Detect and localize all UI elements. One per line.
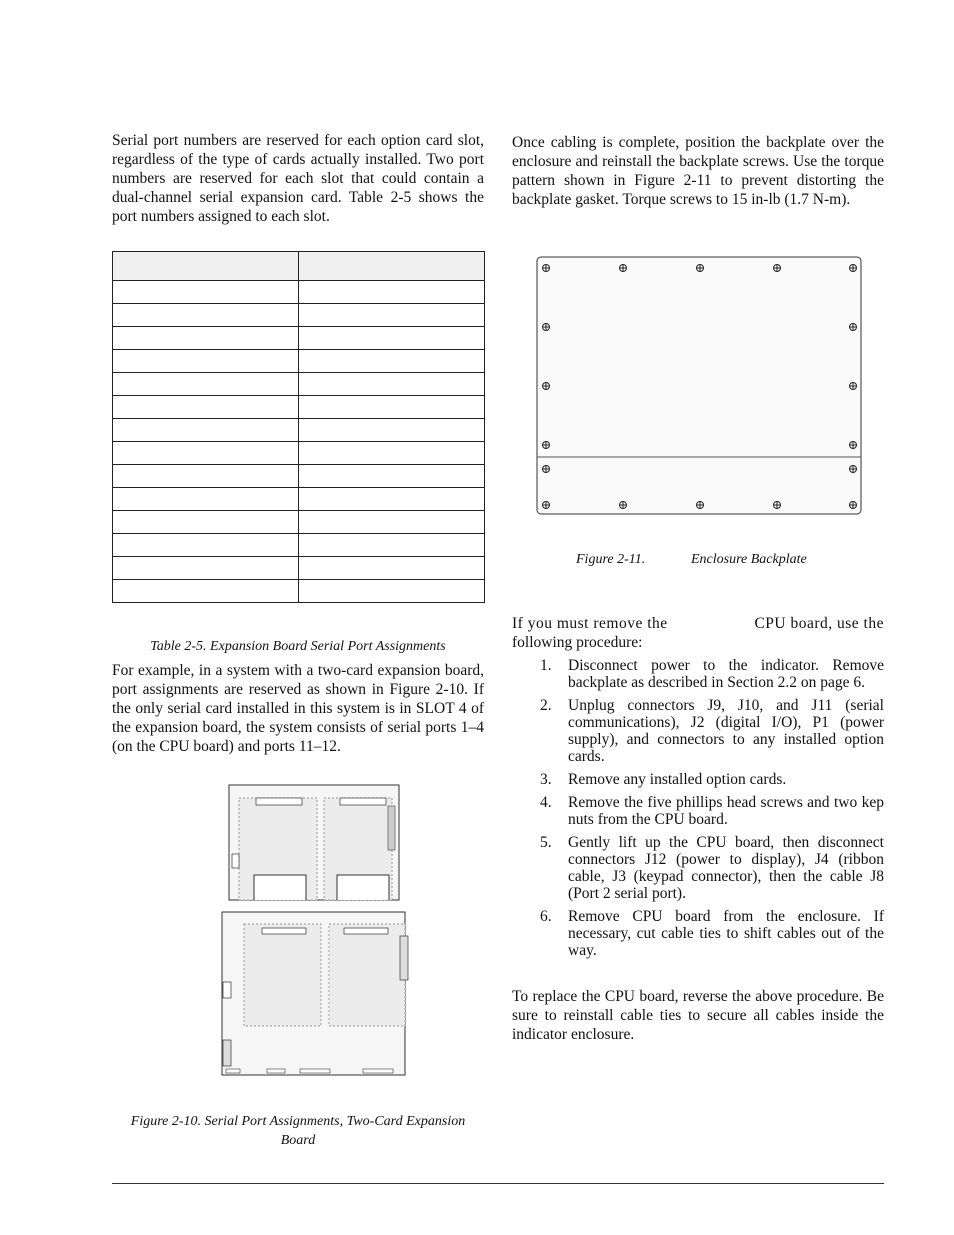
table-cell [113, 488, 299, 511]
table-cell [113, 396, 299, 419]
table-cell [113, 465, 299, 488]
table-cell [113, 373, 299, 396]
table-row [113, 396, 485, 419]
table-cell [113, 557, 299, 580]
table-row [113, 281, 485, 304]
table-cell [299, 580, 485, 603]
table-cell [299, 281, 485, 304]
step-text: Unplug connectors J9, J10, and J11 (serial communications), J2 (digital I/O), P1 (power supply), and connectors to any installed option cards. [568, 697, 884, 765]
table-header-cell [113, 252, 299, 281]
table-cell [299, 396, 485, 419]
table-cell [299, 557, 485, 580]
step-text: Remove any installed option cards. [568, 771, 787, 788]
table-row [113, 580, 485, 603]
table-cell [299, 304, 485, 327]
table-cell [113, 511, 299, 534]
table-cell [299, 350, 485, 373]
expansion-board-illustration [220, 784, 410, 1079]
table-cell [299, 534, 485, 557]
table-cell [299, 488, 485, 511]
list-item [512, 771, 884, 788]
backplate-illustration [536, 256, 863, 517]
list-item [512, 834, 884, 902]
table-row [113, 373, 485, 396]
backplate-paragraph: Once cabling is complete, position the backplate over the enclosure and reinstall the backplate screws. Use the torque pattern shown in Figure 2-11 to prevent distorting the backplate gasket. Torque screws to 15 in-lb (1.7 N-m). [512, 134, 884, 208]
table-cell [113, 580, 299, 603]
table-cell [113, 327, 299, 350]
table-cell [113, 281, 299, 304]
table-row [113, 557, 485, 580]
procedure-steps [512, 657, 884, 965]
list-item [512, 697, 884, 765]
step-text: Remove the five phillips head screws and two kep nuts from the CPU board. [568, 794, 884, 828]
example-paragraph: For example, in a system with a two-card expansion board, port assignments are reserved as shown in Figure 2-10. If the only serial card installed in this system is in SLOT 4 of the expansion board, the system consists of serial ports 1–4 (on the CPU board) and ports 11–12. [112, 662, 484, 755]
replace-paragraph: To replace the CPU board, reverse the above procedure. Be sure to reinstall cable ties to secure all cables inside the indicator enclosure. [512, 988, 884, 1043]
figure-2-10-caption: Figure 2-10. Serial Port Assignments, Two-Card Expansion Board [130, 1114, 466, 1148]
table-row [113, 442, 485, 465]
step-number: 2. [540, 697, 552, 714]
figure-2-11-number: Figure 2-11. [576, 552, 646, 567]
procedure-intro-left: If you must remove the [512, 615, 668, 632]
table-cell [299, 327, 485, 350]
step-number: 1. [540, 657, 552, 674]
footer-rule [112, 1183, 884, 1184]
table-cell [113, 304, 299, 327]
procedure-intro-line1 [512, 614, 884, 633]
table-row [113, 488, 485, 511]
list-item [512, 794, 884, 828]
table-header-row [113, 252, 485, 281]
figure-2-11-title: Enclosure Backplate [691, 552, 807, 567]
table-cell [299, 465, 485, 488]
step-text: Gently lift up the CPU board, then disconnect connectors J12 (power to display), J4 (ribbon cable, J3 (keypad connector), then the cable J8 (Port 2 serial port). [568, 834, 884, 902]
table-row [113, 304, 485, 327]
step-number: 6. [540, 908, 552, 925]
screw-icon [543, 265, 550, 272]
table-row [113, 534, 485, 557]
step-text: Remove CPU board from the enclosure. If necessary, cut cable ties to shift cables out of the way. [568, 908, 884, 959]
table-cell [113, 350, 299, 373]
table-cell [113, 419, 299, 442]
table-row [113, 465, 485, 488]
table-cell [299, 373, 485, 396]
table-cell [299, 511, 485, 534]
step-number: 5. [540, 834, 552, 851]
port-assignment-table [112, 251, 485, 603]
table-cell [113, 534, 299, 557]
step-text: Disconnect power to the indicator. Remove backplate as described in Section 2.2 on page 6. [568, 657, 884, 691]
table-row [113, 327, 485, 350]
table-row [113, 419, 485, 442]
procedure-intro-line2: following procedure: [512, 634, 643, 651]
table-cell [299, 419, 485, 442]
procedure-intro-right: CPU board, use the [754, 615, 884, 632]
table-header-cell [299, 252, 485, 281]
step-number: 3. [540, 771, 552, 788]
step-number: 4. [540, 794, 552, 811]
table-row [113, 350, 485, 373]
intro-paragraph: Serial port numbers are reserved for each option card slot, regardless of the type of cards actually installed. Two port numbers are reserved for each slot that could contain a dual-channel serial expansion card. Table 2-5 shows the port numbers assigned to each slot. [112, 132, 484, 225]
list-item [512, 657, 884, 691]
table-cell [113, 442, 299, 465]
table-row [113, 511, 485, 534]
table-cell [299, 442, 485, 465]
table-caption: Table 2-5. Expansion Board Serial Port Assignments [150, 639, 446, 654]
list-item [512, 908, 884, 959]
